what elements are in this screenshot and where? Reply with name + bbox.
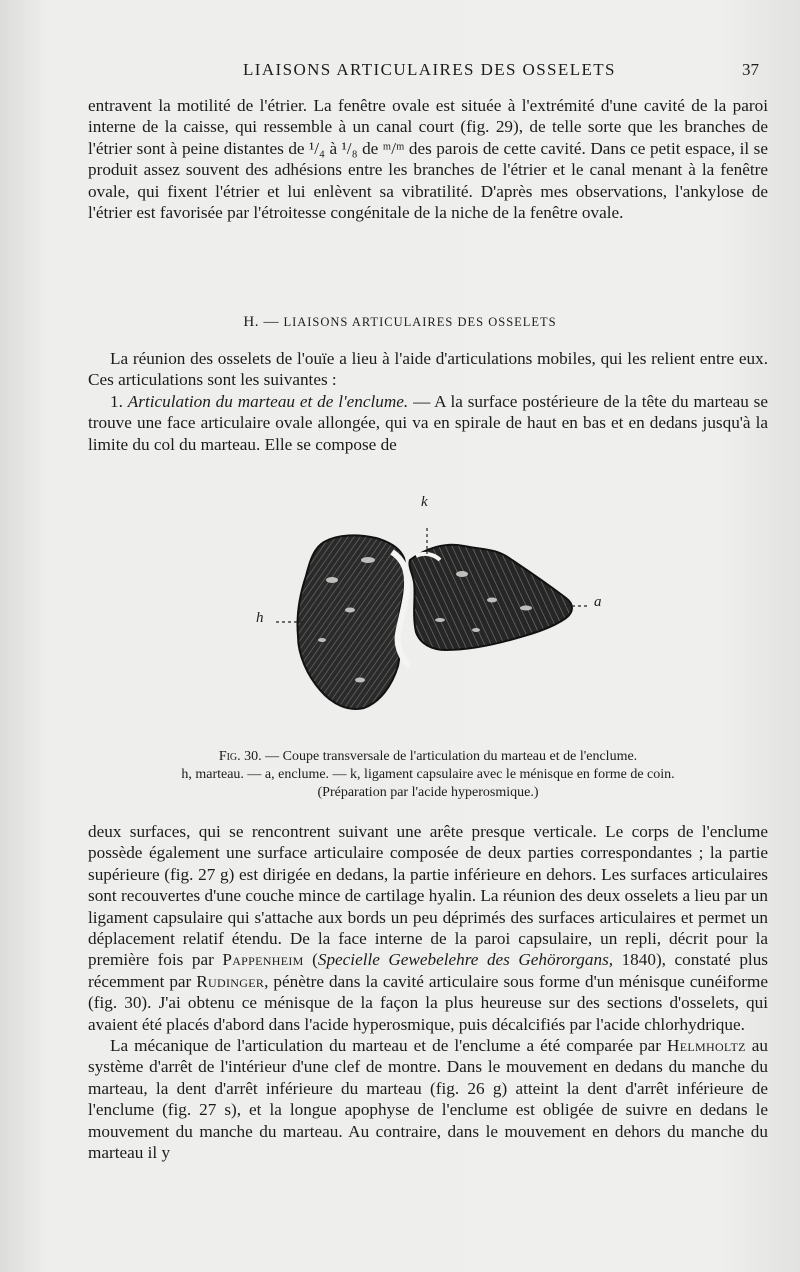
- running-title: LIAISONS ARTICULAIRES DES OSSELETS: [243, 60, 616, 79]
- paragraph-surfaces: [88, 821, 768, 1035]
- article-item: [88, 391, 768, 455]
- running-head: [0, 60, 800, 84]
- author-pappenheim: Pappenheim: [222, 950, 304, 970]
- caption-line-3: (Préparation par l'acide hyperosmique.): [317, 785, 539, 800]
- author-rudinger: Rudinger: [196, 971, 265, 991]
- paragraph-mechanics: [88, 1035, 768, 1163]
- page-number: 37: [742, 60, 759, 79]
- label-a: a: [594, 594, 602, 610]
- text-run: La mécanique de l'articulation du marteau et de l'enclume a été comparée par: [110, 1036, 668, 1056]
- figure-caption: [88, 748, 768, 802]
- caption-line-2: h, marteau. — a, enclume. — k, ligament capsulaire avec le ménisque en forme de coin.: [181, 767, 675, 782]
- paragraph-intro: La réunion des osselets de l'ouïe a lieu à l'aide d'articulations mobiles, qui les relient entre eux. Ces articulations sont les suivantes :: [88, 349, 768, 390]
- malleus-section: [297, 535, 405, 709]
- reference-title: Specielle Gewebelehre des Gehörorgans,: [317, 950, 614, 970]
- paragraph-bottom-block: [88, 821, 768, 1164]
- incus-section: [409, 545, 572, 650]
- section-heading: [0, 314, 800, 331]
- section-letter: H. —: [243, 314, 280, 330]
- text-run: deux surfaces, qui se rencontrent suivant une arête presque verticale. Le corps de l'enclume possède également une surface articulaire composée de deux parties correspondantes ; la partie supérieure (fig. 27 g) est dirigée en dedans, la partie inférieure en dehors. Les surfaces articulaires sont recouvertes d'une couche mince de cartilage hyalin. La réunion des deux osselets a lieu par un ligament capsulaire qui s'attache aux bords un peu déprimés des surfaces articulaires et permet un déplacement relatif étendu. De la face interne de la paroi capsulaire, un repli, décrit pour la première fois par: [88, 822, 768, 970]
- caption-line-1: [88, 748, 768, 766]
- text-run: (: [303, 950, 318, 970]
- text-run: , pénètre dans la cavité articulaire sous forme d'un ménisque cunéiforme (fig. 30). J'ai obtenu ce ménisque de la façon la plus heureuse sur des sections d'osselets, qui avaient été placés d'abord dans l'acide hyperosmique, puis décalcifiés par l'acide chlorhydrique.: [88, 971, 769, 1034]
- author-helmholtz: Helmholtz: [667, 1036, 746, 1056]
- text-run: 1840), constaté plus récemment par: [88, 950, 768, 991]
- item-number: 1.: [110, 391, 123, 411]
- figure-ossicle-section: [240, 490, 620, 740]
- text-run: au système d'arrêt de l'intérieur d'une clef de montre. Dans le mouvement en dedans du manche du marteau, la dent d'arrêt inférieure du marteau (fig. 26 g) atteint la dent d'arrêt inférieure de l'enclume (fig. 27 s), et la longue apophyse de l'enclume est obligée de suivre en dedans le mouvement du manche du marteau. Au contraire, dans le mouvement en dehors du manche du marteau il y: [88, 1036, 768, 1163]
- paragraph-text: entravent la motilité de l'étrier. La fenêtre ovale est située à l'extrémité d'une cavité de la paroi interne de la caisse, qui ressemble à un canal court (fig. 29), de telle sorte que les branches de l'étrier sont à peine distantes de ¹/₄ à ¹/₈ de ᵐ/ᵐ des parois de cette cavité. Dans ce petit espace, il se produit assez souvent des adhésions entre les branches de l'étrier et le canal menant à la fenêtre ovale, qui fixent l'étrier et lui enlèvent sa vibratilité. D'après mes observations, l'ankylose de l'étrier est favorisée par l'étroitesse congénitale de la niche de la fenêtre ovale.: [88, 96, 768, 223]
- item-title: Articulation du marteau et de l'enclume.: [127, 391, 409, 411]
- ossicle-section-illustration: [240, 490, 620, 740]
- section-title: LIAISONS ARTICULAIRES DES OSSELETS: [283, 315, 557, 329]
- caption-title: — Coupe transversale de l'articulation du marteau et de l'enclume.: [261, 749, 638, 764]
- paragraph-intro-block: [88, 348, 768, 455]
- label-k: k: [421, 494, 428, 510]
- paragraph-top: [88, 95, 768, 223]
- item-text: — A la surface postérieure de la tête du marteau se trouve une face articulaire ovale allongée, qui va en spirale de haut en bas et en dedans jusqu'à la limite du col du marteau. Elle se compose de: [88, 391, 768, 454]
- label-h: h: [256, 610, 264, 626]
- caption-figure-number: Fig. 30.: [218, 749, 262, 764]
